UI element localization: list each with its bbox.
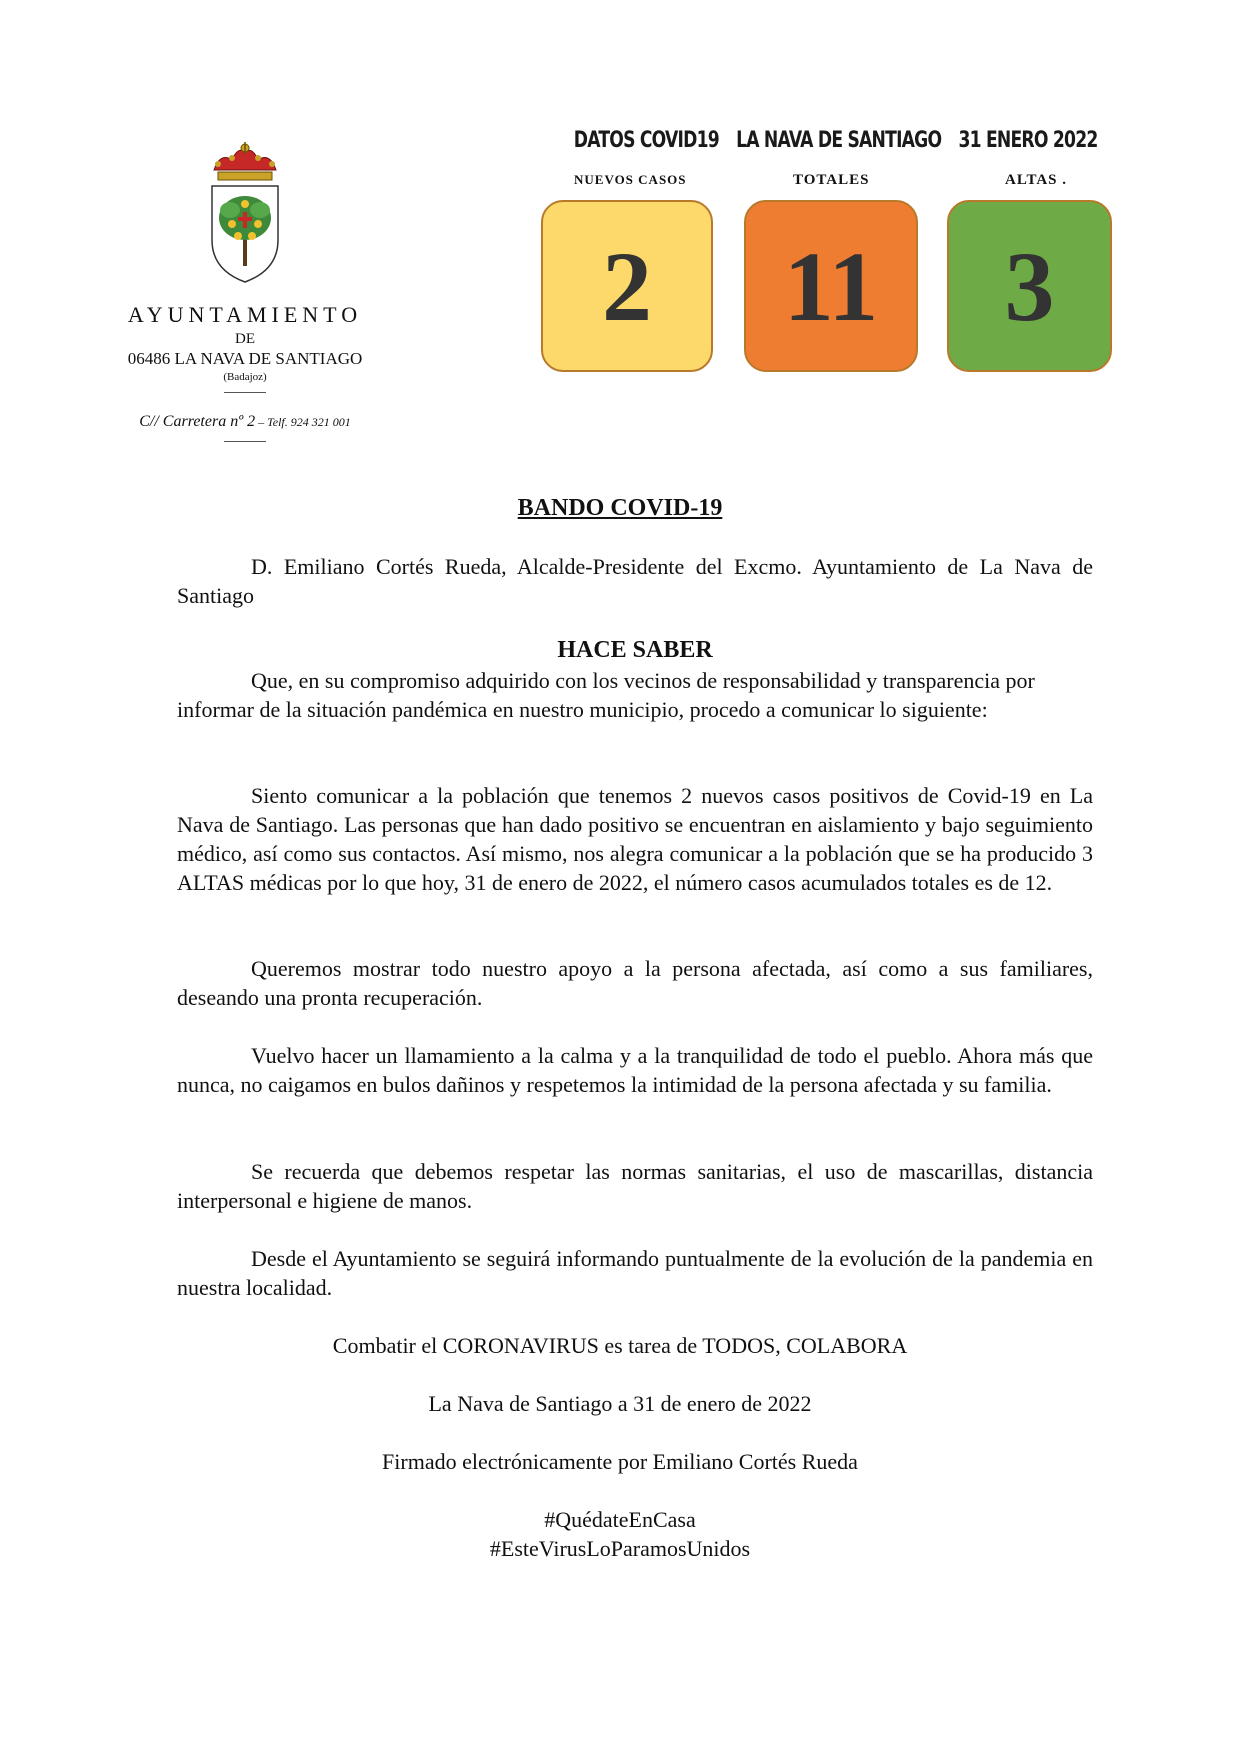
letterhead	[90, 140, 400, 442]
place-date: La Nava de Santiago a 31 de enero de 2022	[428, 1391, 812, 1416]
hace-saber-heading: HACE SABER	[557, 637, 713, 663]
stat-label-altas: ALTAS .	[1005, 172, 1068, 188]
stat-box-nuevos-casos: 2	[541, 200, 713, 372]
covid-panel-title-part1: DATOS COVID19	[574, 128, 720, 153]
letterhead-street	[90, 411, 400, 433]
intro-paragraph: D. Emiliano Cortés Rueda, Alcalde-Presidente del Excmo. Ayuntamiento de La Nava de Santiago	[177, 554, 1093, 608]
hashtag-quedate-en-casa: #QuédateEnCasa	[544, 1507, 696, 1532]
paragraph-1: Que, en su compromiso adquirido con los vecinos de responsabilidad y transparencia por informar de la situación pandémica en nuestro municipio, procedo a comunicar lo siguiente:	[177, 668, 1035, 722]
signature-line: Firmado electrónicamente por Emiliano Cortés Rueda	[382, 1449, 858, 1474]
paragraph-4: Vuelvo hacer un llamamiento a la calma y a la tranquilidad de todo el pueblo. Ahora más que nunca, no caigamos en bulos dañinos y respetemos la intimidad de la persona afectada y su familia.	[177, 1043, 1093, 1097]
stat-box-totales: 11	[744, 200, 918, 372]
paragraph-6: Desde el Ayuntamiento se seguirá informando puntualmente de la evolución de la pandemia en nuestra localidad.	[177, 1246, 1093, 1300]
stat-box-altas: 3	[947, 200, 1112, 372]
covid-panel-title-part2: LA NAVA DE SANTIAGO	[736, 128, 942, 153]
coat-of-arms-icon	[200, 140, 290, 290]
letterhead-de: DE	[235, 331, 255, 347]
letterhead-divider-2	[224, 441, 266, 442]
stat-label-totales: TOTALES	[793, 172, 870, 188]
letterhead-province: (Badajoz)	[223, 371, 267, 383]
letterhead-address: 06486 LA NAVA DE SANTIAGO	[127, 349, 363, 368]
hashtag-este-virus: #EsteVirusLoParamosUnidos	[489, 1536, 751, 1561]
paragraph-3: Queremos mostrar todo nuestro apoyo a la persona afectada, así como a sus familiares, deseando una pronta recuperación.	[177, 956, 1093, 1010]
covid-panel-title-part3: 31 ENERO 2022	[958, 128, 1098, 153]
stat-label-nuevos-casos: NUEVOS CASOS	[574, 172, 687, 187]
paragraph-5: Se recuerda que debemos respetar las normas sanitarias, el uso de mascarillas, distancia interpersonal e higiene de manos.	[177, 1159, 1093, 1213]
covid-panel-title	[574, 128, 1098, 153]
letterhead-divider	[224, 392, 266, 393]
letterhead-name: AYUNTAMIENTO	[127, 302, 363, 327]
paragraph-2: Siento comunicar a la población que tenemos 2 nuevos casos positivos de Covid-19 en La Nava de Santiago. Las personas que han dado positivo se encuentran en aislamiento y bajo seguimiento médico, así como sus contactos. Así mismo, nos alegra comunicar a la población que se ha producido 3 ALTAS médicas por lo que hoy, 31 de enero de 2022, el número casos acumulados totales es de 12.	[177, 783, 1093, 895]
letterhead-street-text: C// Carretera nº 2	[139, 413, 256, 430]
document-title: BANDO COVID-19	[517, 495, 723, 521]
closing-line: Combatir el CORONAVIRUS es tarea de TODOS, COLABORA	[332, 1333, 908, 1358]
letterhead-phone: – Telf. 924 321 001	[255, 415, 351, 429]
